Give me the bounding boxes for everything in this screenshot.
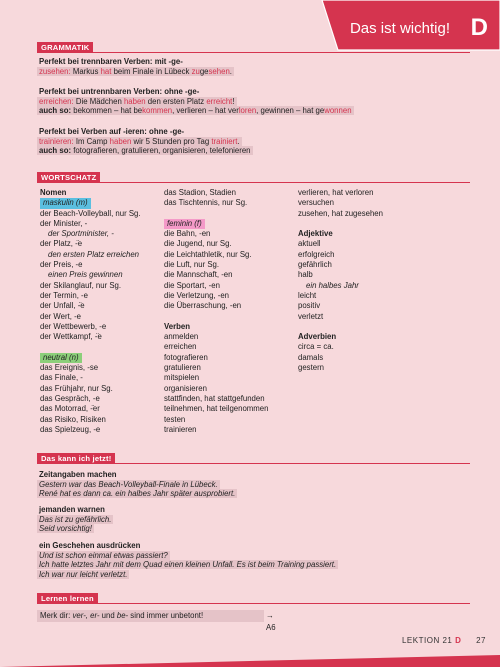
text-segment: den ersten Platz (145, 96, 207, 106)
vocab-entry: der Beach-Volleyball, nur Sg. (40, 208, 141, 218)
section-title: Das ist wichtig! (349, 20, 450, 37)
vocab-entry: zusehen, hat zugesehen (298, 208, 383, 218)
text-segment: . (237, 136, 240, 146)
highlighted-form: wonnen (324, 106, 352, 115)
vocab-entry: organisieren (164, 383, 207, 393)
vocab-entry: das Tischtennis, nur Sg. (164, 198, 248, 208)
kann-example: Das ist zu gefährlich. (39, 514, 112, 524)
vocab-example: einen Preis gewinnen (48, 270, 123, 280)
lernen-tip (37, 610, 276, 632)
vocab-example: den ersten Platz erreichen (48, 249, 140, 259)
text-segment: fotografieren, gratulieren, organisieren, telefonieren (71, 146, 251, 155)
vocab-entry: die Jugend, nur Sg. (164, 239, 232, 249)
lernen-reference: → A6 (266, 611, 276, 632)
vocab-entry: die Überraschung, -en (164, 301, 242, 311)
vocab-entry: stattfinden, hat stattgefunden (164, 393, 265, 403)
kann-zeitangaben (39, 470, 459, 499)
highlighted-form: loren (238, 106, 257, 115)
vocab-entry: der Wert, -e (40, 311, 82, 321)
lesson-section-letter: D (455, 636, 462, 645)
vocab-entry: halb (298, 270, 313, 280)
text-segment: Markus (70, 66, 101, 76)
grammar-example (37, 97, 237, 106)
kann-title: jemanden warnen (39, 505, 105, 514)
highlighted-form: zu (191, 66, 200, 76)
text-segment: , verlieren – hat ver (172, 106, 239, 115)
vocab-entry: der Preis, -e (40, 260, 83, 270)
vocab-entry: das Frühjahr, nur Sg. (40, 383, 113, 393)
lesson-label: LEKTION 21 (401, 636, 453, 645)
lernen-prefix: ver-, er- (72, 611, 100, 620)
grammar-block-ieren (39, 127, 361, 156)
vocab-entry: der Minister, - (40, 218, 88, 228)
kann-geschehen (39, 541, 459, 579)
highlighted-form: hat (100, 66, 112, 76)
grammar-example (37, 137, 242, 146)
section-letter: D (470, 14, 488, 41)
lernen-prefix: be- (116, 611, 129, 620)
grammar-block-untrennbar (39, 87, 361, 116)
vocab-entry: fotografieren (164, 352, 208, 362)
kann-warnen (39, 505, 459, 534)
vocab-entry: die Verletzung, -en (164, 290, 230, 300)
kann-example: Seid vorsichtig! (39, 524, 92, 533)
grammar-example (37, 67, 234, 76)
text-segment: bekommen – hat be (71, 106, 143, 115)
vocab-entry: das Ereignis, -se (40, 363, 99, 373)
vocab-entry: das Gespräch, -e (40, 393, 100, 403)
vocab-entry: testen (164, 414, 186, 424)
vocab-entry: aktuell (298, 239, 321, 249)
highlighted-form: trainiert (211, 136, 238, 146)
vocab-category-heading: Nomen (40, 188, 67, 197)
text-segment: , gewinnen – hat ge (256, 106, 325, 115)
vocab-entry: die Luft, nur Sg. (164, 260, 220, 270)
vocab-entry: teilnehmen, hat teilgenommen (164, 404, 269, 414)
text-segment: ge (199, 66, 209, 76)
vocab-entry: die Bahn, -en (164, 229, 211, 239)
vocab-column-1 (40, 188, 141, 435)
vocab-entry: mitspielen (164, 373, 200, 383)
vocab-entry: erfolgreich (298, 249, 335, 259)
highlighted-form: zusehen: (39, 66, 71, 76)
grammar-title: Perfekt bei Verben auf -ieren: ohne -ge- (39, 127, 185, 136)
kann-example: Ich war nur leicht verletzt. (39, 569, 128, 579)
lernen-text: Merk dir: (40, 611, 73, 620)
kann-example: Und ist schon einmal etwas passiert? (39, 550, 168, 560)
vocab-entry: das Finale, - (40, 373, 83, 383)
page-number: 27 (476, 636, 486, 645)
vocab-entry: das Stadion, Stadien (164, 188, 236, 197)
vocab-entry: verletzt (298, 311, 324, 321)
text-segment: . (229, 66, 232, 76)
highlighted-form: haben (123, 96, 146, 106)
lernen-rule (97, 603, 470, 604)
grammatik-heading: GRAMMATIK (37, 42, 93, 53)
grammar-also (37, 106, 354, 115)
grammar-title: Perfekt bei untrennbaren Verben: ohne -ge- (39, 87, 200, 96)
vocab-column-2 (164, 188, 268, 435)
vocab-entry: anmelden (164, 332, 199, 342)
vocab-entry: der Wettbewerb, -e (40, 321, 107, 331)
label-text: auch so: (39, 106, 72, 115)
vocab-entry: das Motorrad, -̈er (40, 404, 100, 414)
vocab-entry: der Unfall, -̈e (40, 301, 85, 311)
bottom-strip (0, 651, 500, 667)
vocab-category-heading: Adjektive (298, 229, 333, 239)
vocab-entry: das Risiko, Risiken (40, 414, 106, 424)
vocab-example: ein halbes Jahr (306, 280, 359, 290)
lernen-text: sind immer unbetont! (128, 611, 204, 620)
vocab-entry: erreichen (164, 342, 197, 352)
kann-example: Gestern war das Beach-Volleyball-Finale in Lübeck. (39, 479, 218, 489)
vocab-entry: circa = ca. (298, 342, 334, 352)
wortschatz-heading: WORTSCHATZ (37, 172, 100, 183)
vocab-category-heading: Verben (164, 321, 191, 331)
grammatik-rule (90, 52, 470, 53)
text-segment: beim Finale in Lübeck (111, 66, 192, 76)
highlighted-form: erreicht (206, 96, 233, 106)
highlighted-form: erreichen: (39, 96, 74, 106)
spacer (40, 342, 141, 352)
vocab-entry: gestern (298, 363, 325, 373)
gender-label: maskulin (m) (40, 198, 91, 208)
kann-title: Zeitangaben machen (39, 470, 117, 479)
lernen-heading: Lernen lernen (37, 593, 98, 604)
gender-tag (40, 353, 141, 363)
vocab-entry: verlieren, hat verloren (298, 188, 374, 197)
vocab-entry: leicht (298, 290, 317, 300)
gender-tag (164, 219, 268, 229)
text-segment: ! (232, 96, 235, 106)
vocab-entry: gratulieren (164, 363, 201, 373)
spacer (164, 312, 268, 322)
vocab-example: der Sportminister, - (48, 229, 114, 239)
text-segment: Im Camp (73, 136, 110, 146)
kann-heading: Das kann ich jetzt! (37, 453, 115, 464)
kann-example: René hat es dann ca. ein halbes Jahr später ausprobiert. (39, 489, 236, 498)
kann-example: Ich hatte letztes Jahr mit dem Quad einen kleinen Unfall. Es ist beim Training passiert. (39, 560, 337, 569)
vocab-entry: positiv (298, 301, 321, 311)
vocab-entry: trainieren (164, 424, 197, 434)
page-footer (402, 636, 486, 645)
grammar-also (37, 146, 253, 155)
vocab-entry: der Termin, -e (40, 290, 88, 300)
vocab-column-3 (298, 188, 383, 373)
spacer (164, 209, 268, 219)
highlighted-form: trainieren: (39, 136, 74, 146)
grammar-block-trennbar (39, 57, 361, 76)
vocab-entry: der Platz, -̈e (40, 239, 83, 249)
highlighted-form: haben (109, 136, 132, 146)
kann-title: ein Geschehen ausdrücken (39, 541, 141, 550)
vocab-category-heading: Adverbien (298, 332, 337, 342)
gender-label: neutral (n) (40, 353, 82, 363)
lernen-text: und (99, 611, 117, 620)
grammar-title: Perfekt bei trennbaren Verben: mit -ge- (39, 57, 183, 66)
label-text: auch so: (39, 146, 72, 155)
vocab-entry: das Spielzeug, -e (40, 424, 101, 434)
text-segment: Die Mädchen (73, 96, 124, 106)
kann-rule (112, 463, 470, 464)
vocab-entry: gefährlich (298, 260, 332, 270)
vocab-entry: der Skilanglauf, nur Sg. (40, 280, 122, 290)
vocab-entry: die Leichtathletik, nur Sg. (164, 249, 252, 259)
vocab-entry: der Wettkampf, -̈e (40, 332, 102, 342)
vocab-entry: die Mannschaft, -en (164, 270, 233, 280)
gender-label: feminin (f) (164, 219, 205, 229)
highlighted-form: kommen (142, 106, 173, 115)
wortschatz-rule (96, 182, 470, 183)
vocab-entry: damals (298, 352, 324, 362)
highlighted-form: sehen (208, 66, 230, 76)
spacer (298, 322, 383, 332)
spacer (298, 219, 383, 229)
gender-tag (40, 198, 141, 208)
vocab-entry: versuchen (298, 198, 334, 208)
text-segment: wir 5 Stunden pro Tag (131, 136, 212, 146)
vocab-entry: die Sportart, -en (164, 280, 220, 290)
